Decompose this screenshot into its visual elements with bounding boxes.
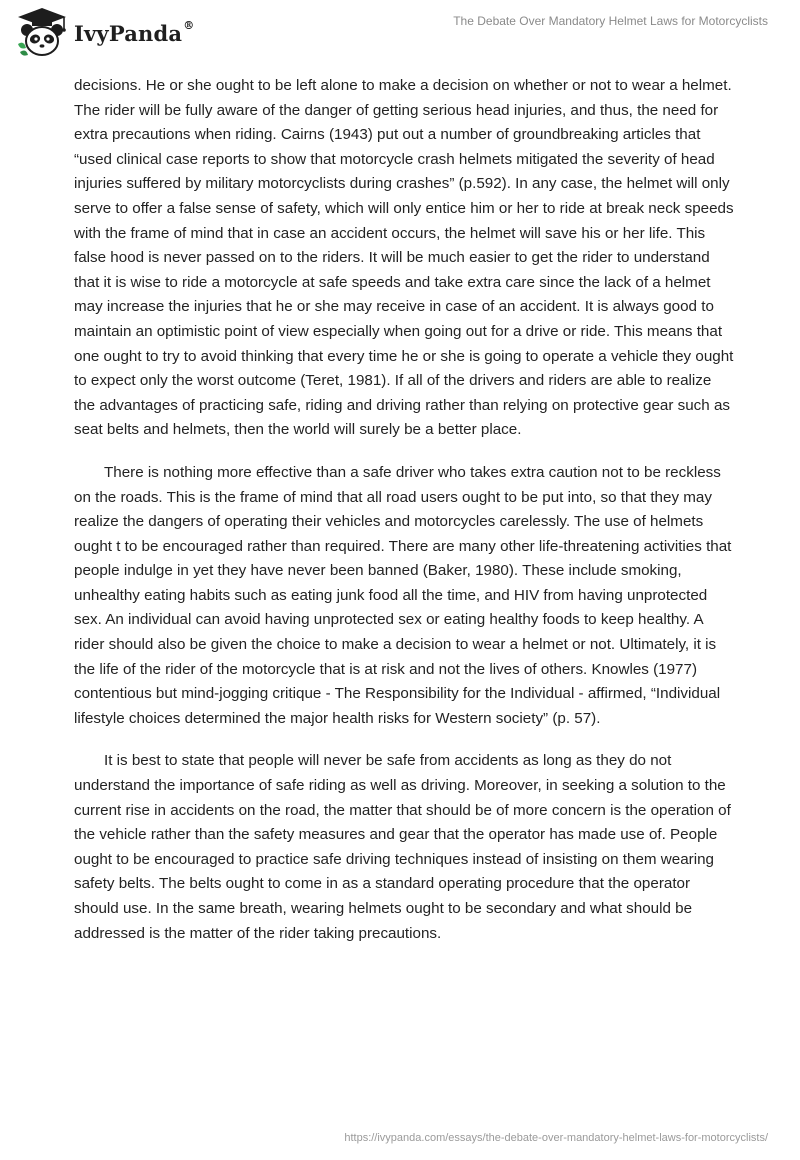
essay-body [74, 74, 734, 964]
brand-logo[interactable] [14, 6, 194, 58]
paragraph: decisions. He or she ought to be left alone to make a decision on whether or not to wear a helmet. The rider will be fully aware of the danger of getting serious head injuries, and thus, the need for extra precautions when riding. Cairns (1943) put out a number of groundbreaking articles that “used clinical case reports to show that motorcycle crash helmets mitigated the severity of head injuries suffered by military motorcyclists during crashes” (p.592). In any case, the helmet will only serve to offer a false sense of safety, which will only entice him or her to ride at break neck speeds with the frame of mind that in case an accident occurs, the helmet will save his or her life. This false hood is never passed on to the riders. It will be much easier to get the rider to understand that it is wise to ride a motorcycle at safe speeds and take extra care since the lack of a helmet may increase the injuries that he or she may receive in case of an accident. It is always good to maintain an optimistic point of view especially when going out for a drive or ride. This means that one ought to try to avoid thinking that every time he or she is going to operate a vehicle they ought to expect only the worst outcome (Teret, 1981). If all of the drivers and riders are able to realize the advantages of practicing safe, riding and driving rather than relying on protective gear such as seat belts and helmets, then the world will surely be a better place. [74, 77, 734, 439]
document-title: The Debate Over Mandatory Helmet Laws for Motorcyclists [453, 14, 768, 28]
panda-logo-icon [14, 6, 70, 58]
paragraph: It is best to state that people will never be safe from accidents as long as they do not understand the importance of safe riding as well as driving. Moreover, in seeking a solution to the current rise in accidents on the road, the matter that should be of more concern is the operation of the vehicle rather than the safety measures and gear that the operator has made use of. People ought to be encouraged to practice safe driving techniques instead of insisting on them wearing safety belts. The belts ought to come in as a standard operating procedure that the operator should use. In the same breath, wearing helmets ought to be secondary and what should be addressed is the matter of the rider taking precautions. [74, 752, 731, 942]
paragraph: There is nothing more effective than a safe driver who takes extra caution not to be reckless on the roads. This is the frame of mind that all road users ought to be put into, so that they may realize the dangers of operating their vehicles and motorcycles carelessly. The use of helmets ought t to be encouraged rather than required. There are many other life-threatening activities that people indulge in yet they have never been banned (Baker, 1980). These include smoking, unhealthy eating habits such as eating junk food all the time, and HIV from having unprotected sex. An individual can avoid having unprotected sex or eating healthy foods to keep healthy. A rider should also be given the choice to make a decision to wear a helmet or not. Ultimately, it is the life of the rider of the motorcycle that is at risk and not the lives of others. Knowles (1977) contentious but mind-jogging critique - The Responsibility for the Individual - affirmed, “Individual lifestyle choices determined the major health risks for Western society” (p. 57). [74, 463, 732, 727]
registered-mark: ® [183, 18, 195, 32]
brand-name [74, 18, 195, 46]
source-url[interactable]: https://ivypanda.com/essays/the-debate-over-mandatory-helmet-laws-for-motorcyclists/ [344, 1132, 768, 1144]
brand-name-text: IvyPanda [74, 20, 183, 46]
page-header [0, 0, 800, 70]
